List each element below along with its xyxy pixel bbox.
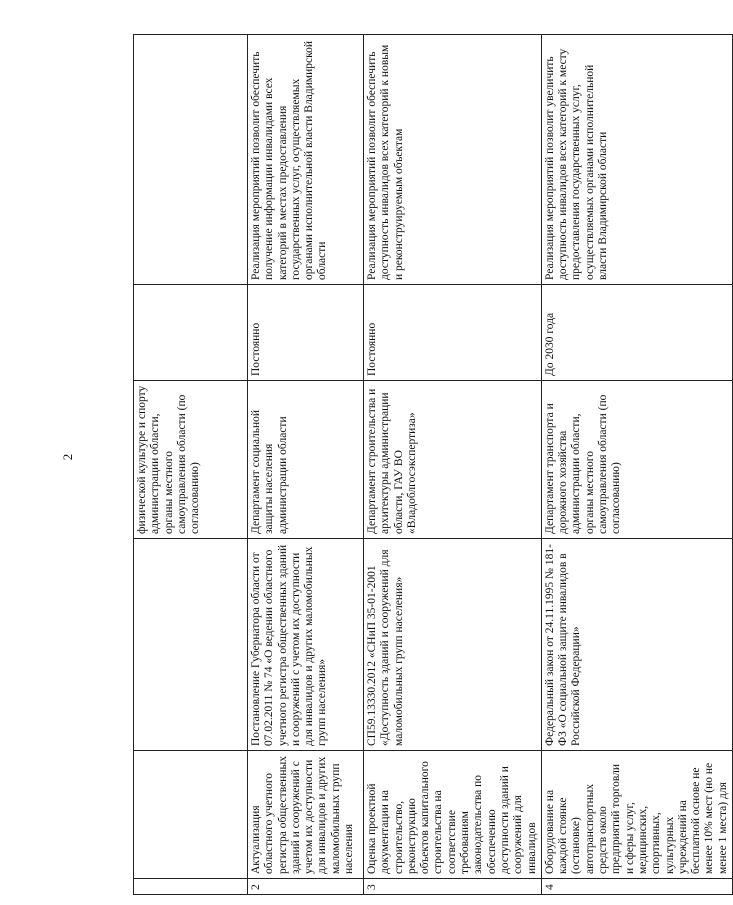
cell-num: 4 — [541, 879, 732, 895]
cell-basis: Федеральный закон от 24.11.1995 № 181-ФЗ «О социальной защите инвалидов в Российской Федерации» — [541, 539, 732, 751]
table-row — [248, 35, 364, 895]
cell-result: Реализация мероприятий позволит обеспечить доступность инвалидов всех категорий к новым и реконструируемым объектам — [364, 35, 542, 285]
cell-executor: Департамент строительства и архитектуры администрации области, ГАУ ВО «Владоблгосэкспертиза» — [364, 381, 542, 539]
cell-event: Оборудование на каждой стоянке (остановке) автотранспортных средств около предприятий торговли и сферы услуг, медицинских, спортивных, культурных учреждений на бесплатной основе не менее 10% мест (но не менее 1 места) для — [541, 751, 732, 879]
cell-event: Оценка проектной документации на строительство, реконструкцию объектов капитального строительства на соответствие требованиям законодательства по обеспечению доступности зданий и сооружений для инвалидов — [364, 751, 542, 879]
table-row — [541, 35, 732, 895]
cell-executor: Департамент транспорта и дорожного хозяйства администрации области, органы местного самоуправления области (по согласованию) — [541, 381, 732, 539]
cell-term: До 2030 года — [541, 285, 732, 381]
rotated-page-content — [133, 35, 729, 895]
cell-event — [134, 751, 248, 879]
cell-basis: СП59.13330.2012 «СНиП 35-01-2001 «Доступность зданий и сооружений для маломобильных групп населения» — [364, 539, 542, 751]
table-row — [364, 35, 542, 895]
cell-basis: Постановление Губернатора области от 07.02.2011 № 74 «О ведении областного учетного регистра общественных зданий и сооружений с учетом их доступности для инвалидов и других маломобильных групп населения» — [248, 539, 364, 751]
cell-result: Реализация мероприятий позволит обеспечить получение информации инвалидами всех категорий в местах предоставления государственных услуг, осуществляемых органами исполнительной власти Владимирской области — [248, 35, 364, 285]
cell-num — [134, 879, 248, 895]
cell-basis — [134, 539, 248, 751]
cell-result — [134, 35, 248, 285]
cell-num: 2 — [248, 879, 364, 895]
page-number: 2 — [60, 453, 75, 461]
cell-term: Постоянно — [364, 285, 542, 381]
measures-table — [133, 34, 733, 895]
table-row — [134, 35, 248, 895]
cell-num: 3 — [364, 879, 542, 895]
cell-event: Актуализация областного учетного регистра общественных зданий и сооружений с учетом их доступности для инвалидов и других маломобильных групп населения — [248, 751, 364, 879]
cell-term: Постоянно — [248, 285, 364, 381]
cell-result: Реализация мероприятий позволит увеличить доступность инвалидов всех категорий к месту предоставления государственных услуг, осуществляемых органами исполнительной власти Владимирской области — [541, 35, 732, 285]
cell-executor: Департамент социальной защиты населения администрации области — [248, 381, 364, 539]
cell-term — [134, 285, 248, 381]
cell-executor: физической культуре и спорту администрации области, органы местного самоуправления области (по согласованию) — [134, 381, 248, 539]
